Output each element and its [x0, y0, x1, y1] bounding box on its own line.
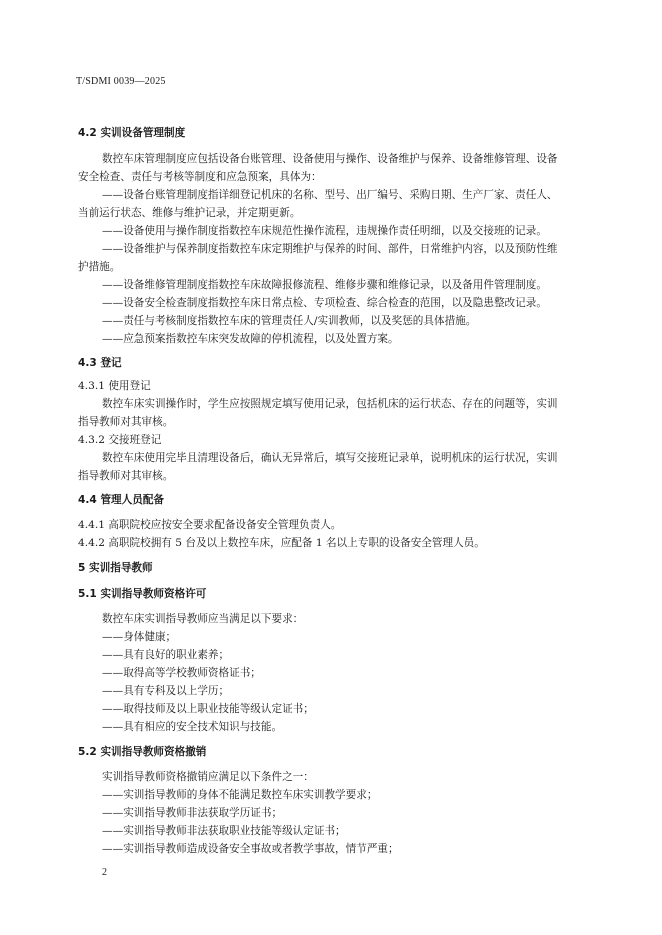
list-item: ——设备使用与操作制度指数控车床规范性操作流程，违规操作责任明细，以及交接班的记录。 [102, 225, 547, 237]
section-heading-5-2: 5.2 实训指导教师资格撤销 [78, 746, 207, 758]
section-heading-4-4: 4.4 管理人员配备 [78, 494, 165, 506]
paragraph-line: 数控车床使用完毕且清理设备后，确认无异常后，填写交接班记录单，说明机床的运行状况，实训 [102, 452, 558, 464]
list-item-continuation: 当前运行状态、维修与维护记录，并定期更新。 [78, 207, 301, 219]
section-heading-4-2: 4.2 实训设备管理制度 [78, 127, 186, 139]
list-item: ——实训指导教师的身体不能满足数控车床实训教学要求； [102, 789, 378, 801]
clause-title: 4.3.2 交接班登记 [78, 434, 162, 446]
list-item: ——取得高等学校教师资格证书； [102, 667, 261, 679]
paragraph-line: 实训指导教师资格撤销应满足以下条件之一： [102, 771, 314, 783]
paragraph-line: 指导教师对其审核。 [78, 470, 174, 482]
list-item: ——设备维护与保养制度指数控车床定期维护与保养的时间、部件，日常维护内容，以及预防性维 [102, 243, 558, 255]
paragraph-line: 数控车床实训指导教师应当满足以下要求： [102, 613, 304, 625]
paragraph-line: 安全检查、责任与考核等制度和应急预案，具体为： [78, 171, 322, 183]
list-item: ——应急预案指数控车床突发故障的停机流程，以及处置方案。 [102, 333, 399, 345]
paragraph-line: 数控车床实训操作时，学生应按照规定填写使用记录，包括机床的运行状态、存在的问题等，实训 [102, 398, 558, 410]
chapter-heading-5: 5 实训指导教师 [78, 562, 153, 574]
paragraph-line: 数控车床管理制度应包括设备台账管理、设备使用与操作、设备维护与保养、设备维修管理、设备 [102, 153, 558, 165]
section-heading-4-3: 4.3 登记 [78, 357, 122, 369]
list-item: ——实训指导教师非法获取学历证书； [102, 807, 283, 819]
list-item: ——设备维修管理制度指数控车床故障报修流程、维修步骤和维修记录，以及备用件管理制度。 [102, 279, 547, 291]
page-number: 2 [102, 867, 107, 878]
clause-title: 4.3.1 使用登记 [78, 380, 151, 392]
section-heading-5-1: 5.1 实训指导教师资格许可 [78, 588, 207, 600]
list-item: ——具有良好的职业素养； [102, 649, 230, 661]
clause-text: 4.4.1 高职院校应按安全要求配备设备安全管理负责人。 [78, 519, 342, 531]
list-item: ——实训指导教师造成设备安全事故或者教学事故，情节严重； [102, 843, 399, 855]
list-item: ——具有相应的安全技术知识与技能。 [102, 721, 283, 733]
list-item: ——身体健康； [102, 631, 177, 643]
list-item: ——取得技师及以上职业技能等级认定证书； [102, 703, 314, 715]
list-item: ——设备台账管理制度指详细登记机床的名称、型号、出厂编号、采购日期、生产厂家、责任人、 [102, 189, 558, 201]
list-item: ——实训指导教师非法获取职业技能等级认定证书； [102, 825, 346, 837]
list-item-continuation: 护措施。 [78, 261, 121, 273]
paragraph-line: 指导教师对其审核。 [78, 416, 174, 428]
list-item: ——责任与考核制度指数控车床的管理责任人/实训教师，以及奖惩的具体措施。 [102, 315, 477, 327]
list-item: ——具有专科及以上学历； [102, 685, 230, 697]
list-item: ——设备安全检查制度指数控车床日常点检、专项检查、综合检查的范围，以及隐患整改记录。 [102, 297, 547, 309]
clause-text: 4.4.2 高职院校拥有 5 台及以上数控车床，应配备 1 名以上专职的设备安全管理人员。 [78, 537, 485, 549]
standard-code-header: T/SDMI 0039—2025 [76, 76, 166, 87]
